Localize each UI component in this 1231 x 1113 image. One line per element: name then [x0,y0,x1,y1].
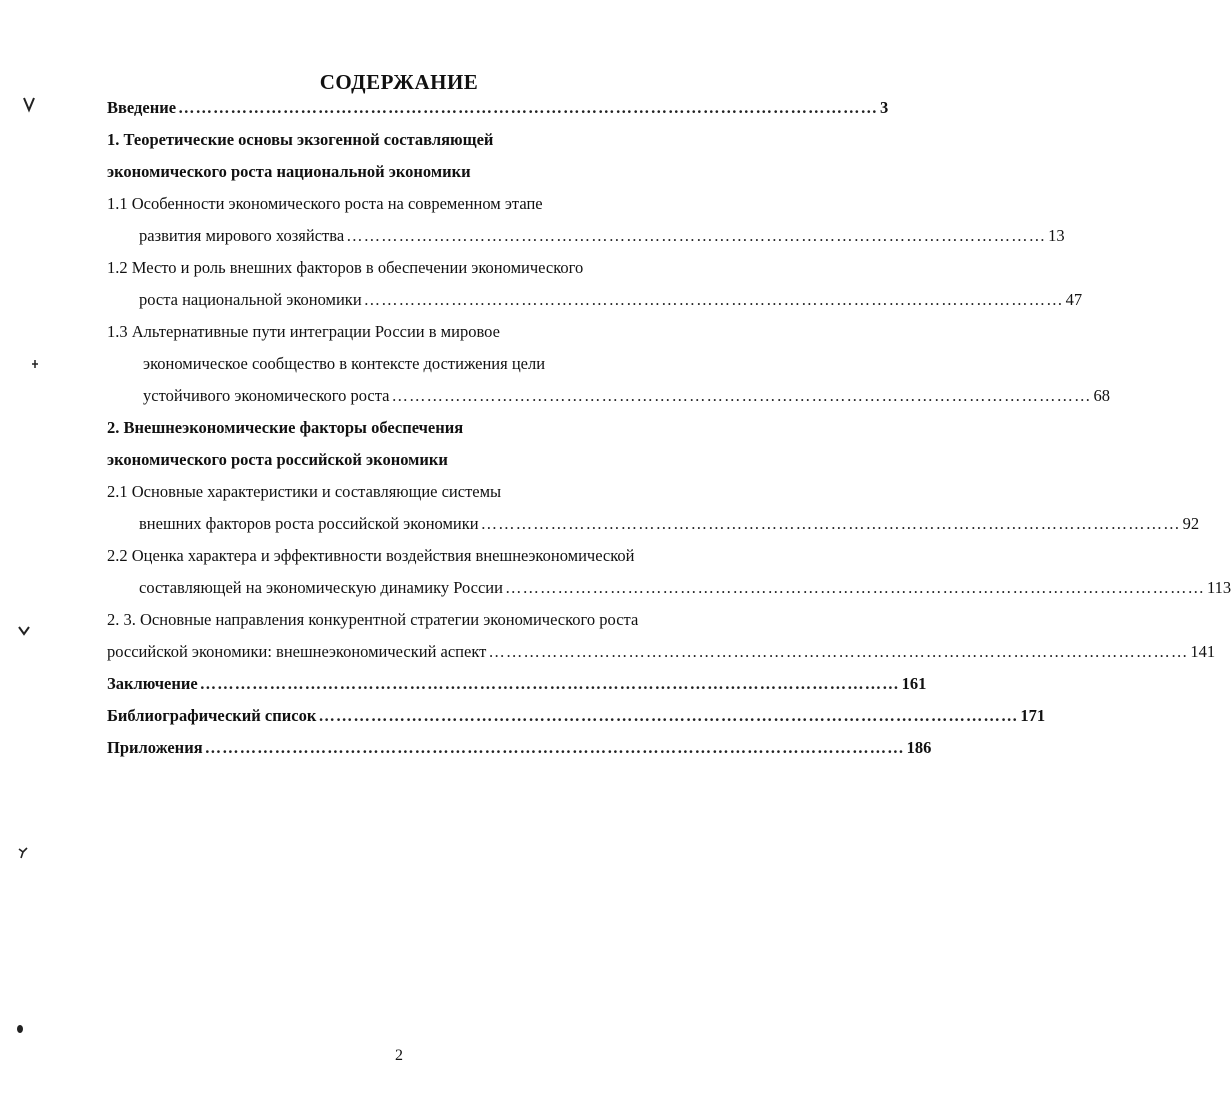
toc-chapter-heading [107,126,757,154]
toc-entry-text: 1.1 Особенности экономического роста на современном этапе [107,194,543,213]
toc-chapter-heading [107,414,757,442]
toc-entry-text: 1.2 Место и роль внешних факторов в обеспечении экономического [107,258,584,277]
toc-entry-s21 [139,510,1200,538]
toc-entry-text: Заключение [107,674,198,693]
toc-section-heading [143,350,757,378]
dot-leader: ………………………………………………………………………………………………………… [480,514,1181,533]
toc-entry-s23 [107,638,1216,666]
toc-entry-appendix [107,734,932,762]
toc-title: СОДЕРЖАНИЕ [319,70,479,94]
toc-entry-text: экономического роста российской экономики [107,450,448,469]
toc-page-number: 47 [1065,290,1083,309]
toc-page-number: 161 [901,674,927,693]
toc-entry-text: 2. 3. Основные направления конкурентной стратегии экономического роста [107,610,639,629]
toc-entry-text: роста национальной экономики [139,290,362,309]
toc-page-number: 92 [1182,514,1200,533]
dot-leader: ………………………………………………………………………………………………………… [391,386,1092,405]
toc-entry-text: экономического роста национальной экономики [107,162,471,181]
page-number: 2 [395,1047,403,1064]
scan-artifact-mark [22,96,36,114]
toc-page-number: 186 [906,738,932,757]
scan-artifact-mark [15,1023,25,1035]
toc-entry-conclusion [107,670,927,698]
toc-page-number: 171 [1020,706,1046,725]
dot-leader: ………………………………………………………………………………………………………… [504,578,1205,597]
dot-leader: ………………………………………………………………………………………………………… [178,98,879,117]
toc-entry-text: устойчивого экономического роста [143,386,390,405]
toc-entry-text: экономическое сообщество в контексте достижения цели [143,354,546,373]
toc-entry-text: Введение [107,98,177,117]
toc-chapter-heading [107,446,757,474]
toc-entry-s13 [143,382,1110,410]
toc-entry-text: внешних факторов роста российской экономики [139,514,479,533]
dot-leader: ………………………………………………………………………………………………………… [488,642,1189,661]
toc-entry-text: Библиографический список [107,706,317,725]
dot-leader: ………………………………………………………………………………………………………… [199,674,900,693]
toc-page-number: 68 [1093,386,1110,405]
toc-entry-s12 [139,286,1083,314]
toc-entry-text: 1. Теоретические основы экзогенной составляющей [107,130,494,149]
toc-page-number: 13 [1048,226,1065,245]
scan-artifact-mark [18,624,30,636]
toc-entry-bibliography [107,702,1046,730]
toc-section-heading [107,478,757,506]
dot-leader: ………………………………………………………………………………………………………… [318,706,1019,725]
toc-chapter-heading [107,158,757,186]
dot-leader: ………………………………………………………………………………………………………… [346,226,1047,245]
dot-leader: ………………………………………………………………………………………………………… [363,290,1064,309]
toc-entry-s11 [139,222,1065,250]
toc-entry-s22 [139,574,1231,602]
toc-entry-text: развития мирового хозяйства [139,226,345,245]
toc-entry-text: 1.3 Альтернативные пути интеграции России в мировое [107,322,500,341]
toc-page-number: 113 [1206,578,1231,597]
scan-artifact-mark [30,358,40,370]
toc-section-heading [107,190,757,218]
toc-page-number: 141 [1190,642,1216,661]
scan-artifact-mark [17,846,29,860]
toc-section-heading [107,318,757,346]
toc-page-number: 3 [880,98,889,117]
toc-entry-text: 2.1 Основные характеристики и составляющие системы [107,482,502,501]
toc-section-heading [107,542,757,570]
toc-entry-text: составляющей на экономическую динамику России [139,578,503,597]
toc-entry-text: 2. Внешнеэкономические факторы обеспечения [107,418,464,437]
toc-entry-text: 2.2 Оценка характера и эффективности воздействия внешнеэкономической [107,546,635,565]
toc-entry-text: Приложения [107,738,203,757]
toc-entry-intro [107,94,889,122]
toc-entry-text: российской экономики: внешнеэкономический аспект [107,642,487,661]
dot-leader: ………………………………………………………………………………………………………… [204,738,905,757]
toc-section-heading [107,254,757,282]
toc-section-heading [107,606,757,634]
